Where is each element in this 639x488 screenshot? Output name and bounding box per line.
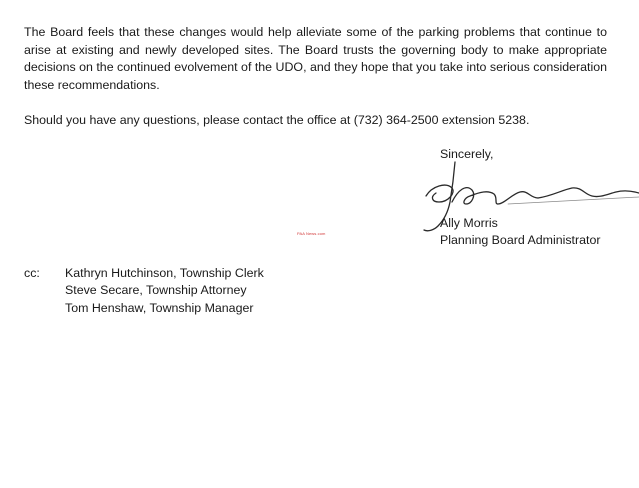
signer-name: Ally Morris	[440, 216, 498, 230]
cc-recipient-list	[65, 265, 264, 317]
closing-salutation: Sincerely,	[440, 147, 494, 161]
body-paragraph-recommendations: The Board feels that these changes would help alleviate some of the parking problems that continue to arise at existing and newly developed sites. The Board trusts the governing body to make appropriate decisions on the continued evolvement of the UDO, and they hope that you take into serious consideration these recommendations.	[24, 25, 607, 92]
signer-title: Planning Board Administrator	[440, 233, 601, 247]
cc-recipient: Kathryn Hutchinson, Township Clerk	[65, 266, 264, 280]
cc-recipient: Steve Secare, Township Attorney	[65, 283, 247, 298]
watermark: PAA News.com	[297, 231, 326, 236]
body-paragraph-contact: Should you have any questions, please contact the office at (732) 364-2500 extension 5238.	[24, 113, 530, 127]
cc-label: cc:	[24, 266, 40, 280]
cc-recipient: Tom Henshaw, Township Manager	[65, 300, 254, 315]
